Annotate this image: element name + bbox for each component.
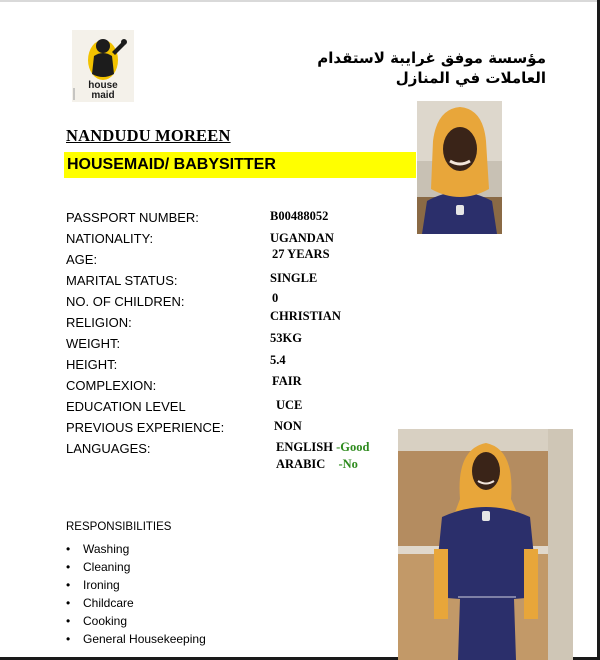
label-complexion: COMPLEXION: xyxy=(66,378,157,393)
candidate-position: HOUSEMAID/ BABYSITTER xyxy=(67,156,276,173)
list-item: • Cooking xyxy=(66,612,206,630)
value-children: 0 xyxy=(272,291,279,305)
label-weight: WEIGHT: xyxy=(66,336,121,351)
value-marital-status: SINGLE xyxy=(270,271,318,285)
label-languages: LANGUAGES: xyxy=(66,441,151,456)
candidate-name: NANDUDU MOREEN xyxy=(66,126,231,145)
language-arabic-level: -No xyxy=(338,457,358,471)
list-item: • Ironing xyxy=(66,576,206,594)
position-highlight xyxy=(64,152,416,178)
label-marital-status: MARITAL STATUS: xyxy=(66,273,178,288)
language-english xyxy=(276,440,369,455)
full-body-photo xyxy=(398,429,573,660)
language-arabic-name: ARABIC xyxy=(276,457,326,471)
portrait-photo xyxy=(417,101,502,234)
list-item: • Cleaning xyxy=(66,558,206,576)
value-education-level: UCE xyxy=(276,398,303,412)
label-religion: RELIGION: xyxy=(66,315,132,330)
label-education-level: EDUCATION LEVEL xyxy=(66,399,186,414)
list-item: • General Housekeeping xyxy=(66,630,206,648)
label-passport-number: PASSPORT NUMBER: xyxy=(66,210,199,225)
language-english-name: ENGLISH xyxy=(276,440,333,454)
logo-text-line2: maid xyxy=(91,90,115,101)
label-children: NO. OF CHILDREN: xyxy=(66,294,185,309)
value-passport-number: B00488052 xyxy=(270,209,329,223)
list-item: • Childcare xyxy=(66,594,206,612)
label-height: HEIGHT: xyxy=(66,357,118,372)
logo-text-line1: house xyxy=(88,80,118,91)
list-item: • Washing xyxy=(66,540,206,558)
label-age: AGE: xyxy=(66,252,98,267)
value-height: 5.4 xyxy=(270,353,286,367)
value-weight: 53KG xyxy=(270,331,302,345)
language-english-level: -Good xyxy=(336,440,370,454)
page-border-top xyxy=(0,0,600,2)
language-arabic xyxy=(276,457,358,472)
responsibilities-title: RESPONSIBILITIES xyxy=(66,521,172,533)
value-nationality: UGANDAN xyxy=(270,231,334,245)
value-religion: CHRISTIAN xyxy=(270,309,341,323)
agency-name-arabic: مؤسسة موفق غرايبة لاستقدام العاملات في المنازل xyxy=(317,49,546,87)
label-nationality: NATIONALITY: xyxy=(66,231,154,246)
housemaid-logo xyxy=(72,30,134,102)
label-previous-experience: PREVIOUS EXPERIENCE: xyxy=(66,420,225,435)
value-age: 27 YEARS xyxy=(272,247,330,261)
value-previous-experience: NON xyxy=(274,419,302,433)
value-complexion: FAIR xyxy=(272,374,302,388)
responsibilities-list xyxy=(66,540,206,648)
